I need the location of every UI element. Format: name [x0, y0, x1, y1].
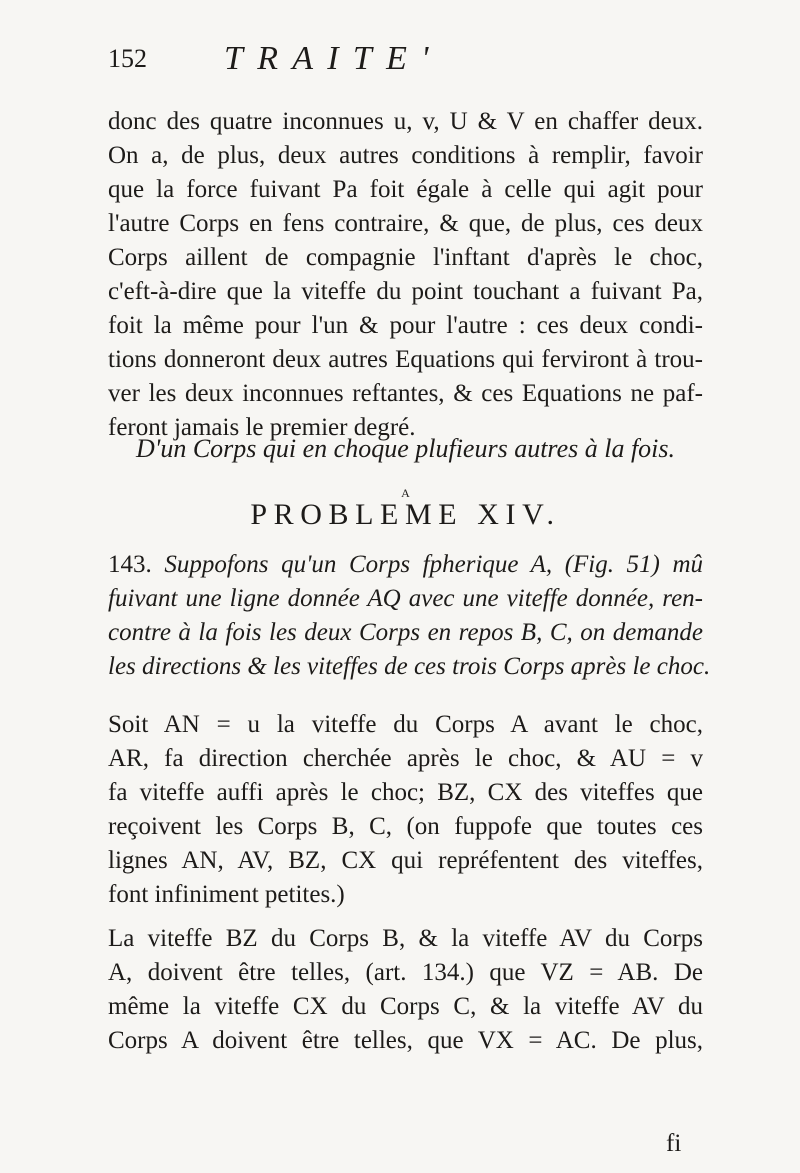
text-line: Soit AN = u la viteffe du Corps A avant le choc, [108, 711, 703, 738]
text-line: Corps aillent de compagnie l'inftant d'après le choc, [108, 244, 703, 271]
page-header [108, 40, 668, 80]
text-line: On a, de plus, deux autres conditions à remplir, favoir [108, 142, 703, 169]
paragraph-soit [108, 708, 703, 912]
text-line: A, doivent être telles, (art. 134.) que VZ = AB. De [108, 959, 703, 986]
text-line: AR, fa direction cherchée après le choc, & AU = v [108, 745, 703, 772]
text-line-body: Suppofons qu'un Corps fpherique A, (Fig. 51) mû [164, 551, 704, 578]
text-line: feront jamais le premier degré. [108, 414, 416, 441]
text-line: même la viteffe CX du Corps C, & la viteffe AV du [108, 993, 703, 1020]
text-line: Corps A doivent être telles, que VX = AC. De plus, [108, 1027, 703, 1054]
ornament-letter: A [401, 486, 410, 500]
text-line: foit la même pour l'un & pour l'autre : ces deux condi- [108, 312, 703, 339]
page-number: 152 [108, 44, 147, 73]
text-line: font infiniment petites.) [108, 881, 345, 908]
text-line: donc des quatre inconnues u, v, U & V en chaffer deux. [108, 108, 703, 135]
text-line: tions donneront deux autres Equations qui ferviront à trou- [108, 346, 703, 373]
text-line: les directions & les viteffes de ces trois Corps après le choc. [108, 653, 711, 680]
article-number: 143. [108, 551, 152, 578]
paragraph-vitesse [108, 922, 703, 1058]
catchword: fi [666, 1130, 682, 1157]
text-line: l'autre Corps en fens contraire, & que, de plus, ces deux [108, 210, 703, 237]
running-title: TRAITE' [224, 40, 443, 77]
problem-statement [108, 548, 711, 684]
paragraph-continuation [108, 105, 703, 445]
text-line: ver les deux inconnues reftantes, & ces Equations ne paf- [108, 380, 703, 407]
text-line: fa viteffe auffi après le choc; BZ, CX des viteffes que [108, 779, 703, 806]
text-line: c'eft-à-dire que la viteffe du point touchant a fuivant Pa, [108, 278, 703, 305]
text-line: reçoivent les Corps B, C, (on fuppofe que toutes ces [108, 813, 703, 840]
text-line: La viteffe BZ du Corps B, & la viteffe AV du Corps [108, 925, 703, 952]
text-line: contre à la fois les deux Corps en repos B, C, on demande [108, 619, 703, 646]
problem-heading: PROBLEME XIV. [250, 498, 561, 531]
text-line: lignes AN, AV, BZ, CX qui repréfentent des viteffes, [108, 847, 703, 874]
text-line: que la force fuivant Pa foit égale à celle qui agit pour [108, 176, 703, 203]
section-title: D'un Corps qui en choque plufieurs autres à la fois. [135, 434, 676, 463]
text-line [108, 548, 703, 582]
text-line: fuivant une ligne donnée AQ avec une viteffe donnée, ren- [108, 585, 703, 612]
